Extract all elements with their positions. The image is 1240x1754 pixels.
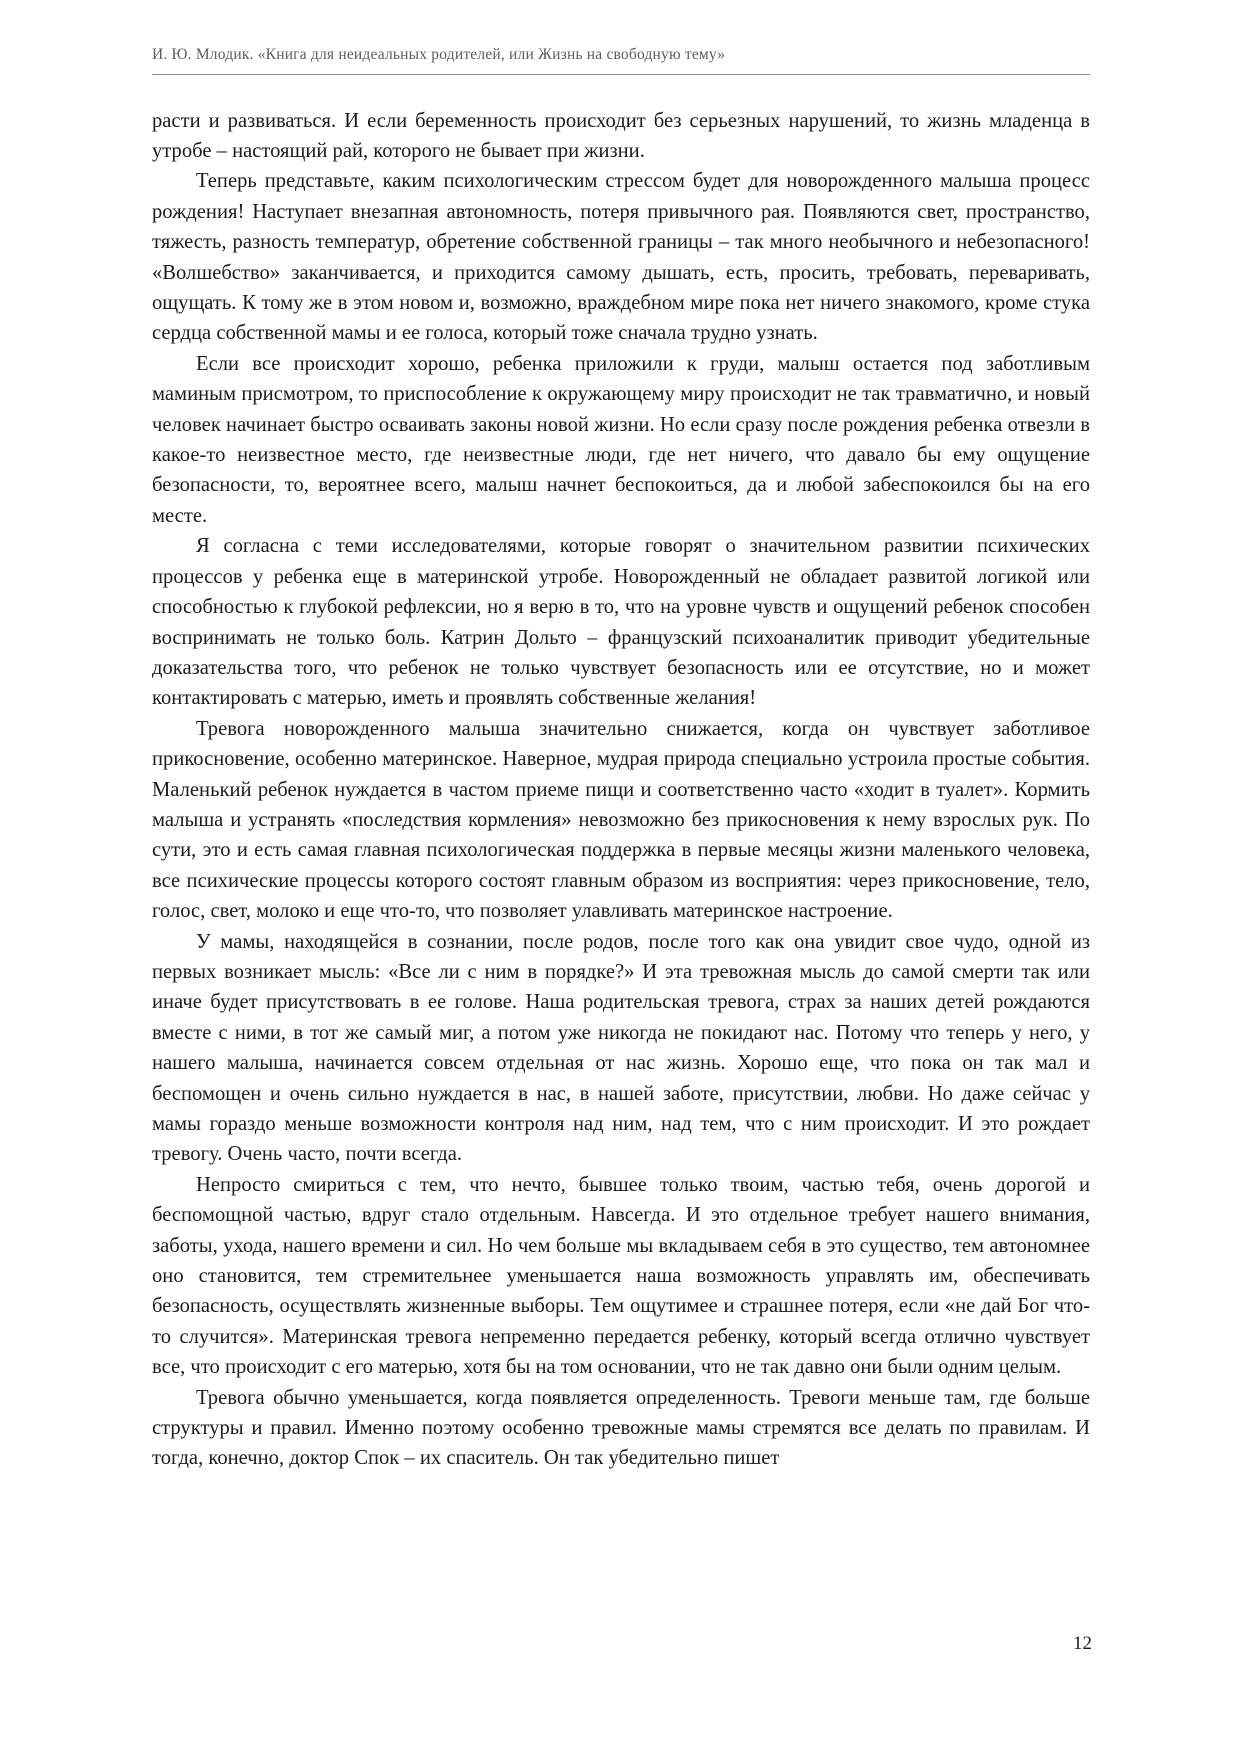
paragraph: Непросто смириться с тем, что нечто, бывшее только твоим, частью тебя, очень дорогой и беспомощной частью, вдруг стало отдельным. Навсегда. И это отдельное требует нашего внимания, заботы, ухода, нашего времени и сил. Но чем больше мы вкладываем себя в это существо, тем автономнее оно становится, тем стремительнее уменьшается наша возможность управлять им, обеспечивать безопасность, осуществлять жизненные выборы. Тем ощутимее и страшнее потеря, если «не дай Бог что-то случится». Материнская тревога непременно передается ребенку, который всегда отлично чувствует все, что происходит с его матерью, хотя бы на том основании, что не так давно они были одним целым. [152, 1173, 1090, 1379]
paragraph: У мамы, находящейся в сознании, после родов, после того как она увидит свое чудо, одной из первых возникает мысль: «Все ли с ним в порядке?» И эта тревожная мысль до самой смерти так или иначе будет присутствовать в ее голове. Наша родительская тревога, страх за наших детей рождаются вместе с ними, в тот же самый миг, а потом уже никогда не покидают нас. Потому что теперь у него, у нашего малыша, начинается совсем отдельная от нас жизнь. Хорошо еще, что пока он так мал и беспомощен и очень сильно нуждается в нас, в нашей заботе, присутствии, любви. Но даже сейчас у мамы гораздо меньше возможности контроля над ним, над тем, что с ним происходит. И это рождает тревогу. Очень часто, почти всегда. [152, 930, 1090, 1166]
running-head: И. Ю. Млодик. «Книга для неидеальных родителей, или Жизнь на свободную тему» [152, 46, 726, 63]
paragraph: Я согласна с теми исследователями, которые говорят о значительном развитии психических процессов у ребенка еще в материнской утробе. Новорожденный не обладает развитой логикой или способностью к глубокой рефлексии, но я верю в то, что на уровне чувств и ощущений ребенок способен воспринимать не только боль. Катрин Дольто – французский психоаналитик приводит убедительные доказательства того, что ребенок не только чувствует безопасность или ее отсутствие, но и может контактировать с матерью, иметь и проявлять собственные желания! [152, 535, 1090, 710]
paragraph: Если все происходит хорошо, ребенка приложили к груди, малыш остается под заботливым маминым присмотром, то приспособление к окружающему миру происходит не так травматично, и новый человек начинает быстро осваивать законы новой жизни. Но если сразу после рождения ребенка отвезли в какое-то неизвестное место, где неизвестные люди, где нет ничего, что давало бы ему ощущение безопасности, то, вероятнее всего, малыш начнет беспокоиться, да и любой забеспокоился бы на его месте. [152, 352, 1090, 527]
page-number: 12 [1073, 1633, 1092, 1654]
paragraph: Тревога обычно уменьшается, когда появляется определенность. Тревоги меньше там, где больше структуры и правил. Именно поэтому особенно тревожные мамы стремятся все делать по правилам. И тогда, конечно, доктор Спок – их спаситель. Он так убедительно пишет [152, 1386, 1090, 1470]
paragraph: Теперь представьте, каким психологическим стрессом будет для новорожденного малыша процесс рождения! Наступает внезапная автономность, потеря привычного рая. Появляются свет, пространство, тяжесть, разность температур, обретение собственной границы – так много необычного и небезопасного! «Волшебство» заканчивается, и приходится самому дышать, есть, просить, требовать, переваривать, ощущать. К тому же в этом новом и, возможно, враждебном мире пока нет ничего знакомого, кроме стука сердца собственной мамы и ее голоса, который тоже сначала трудно узнать. [152, 170, 1090, 345]
page-content-area [152, 46, 1090, 1474]
body-text-column [152, 106, 1090, 1474]
paragraph: расти и развиваться. И если беременность происходит без серьезных нарушений, то жизнь младенца в утробе – настоящий рай, которого не бывает при жизни. [152, 109, 1090, 162]
header-rule [152, 74, 1090, 75]
paragraph: Тревога новорожденного малыша значительно снижается, когда он чувствует заботливое прикосновение, особенно материнское. Наверное, мудрая природа специально устроила простые события. Маленький ребенок нуждается в частом приеме пищи и соответственно часто «ходит в туалет». Кормить малыша и устранять «последствия кормления» невозможно без прикосновения к нему взрослых рук. По сути, это и есть самая главная психологическая поддержка в первые месяцы жизни маленького человека, все психические процессы которого состоят главным образом из восприятия: через прикосновение, тело, голос, свет, молоко и еще что-то, что позволяет улавливать материнское настроение. [152, 717, 1090, 923]
